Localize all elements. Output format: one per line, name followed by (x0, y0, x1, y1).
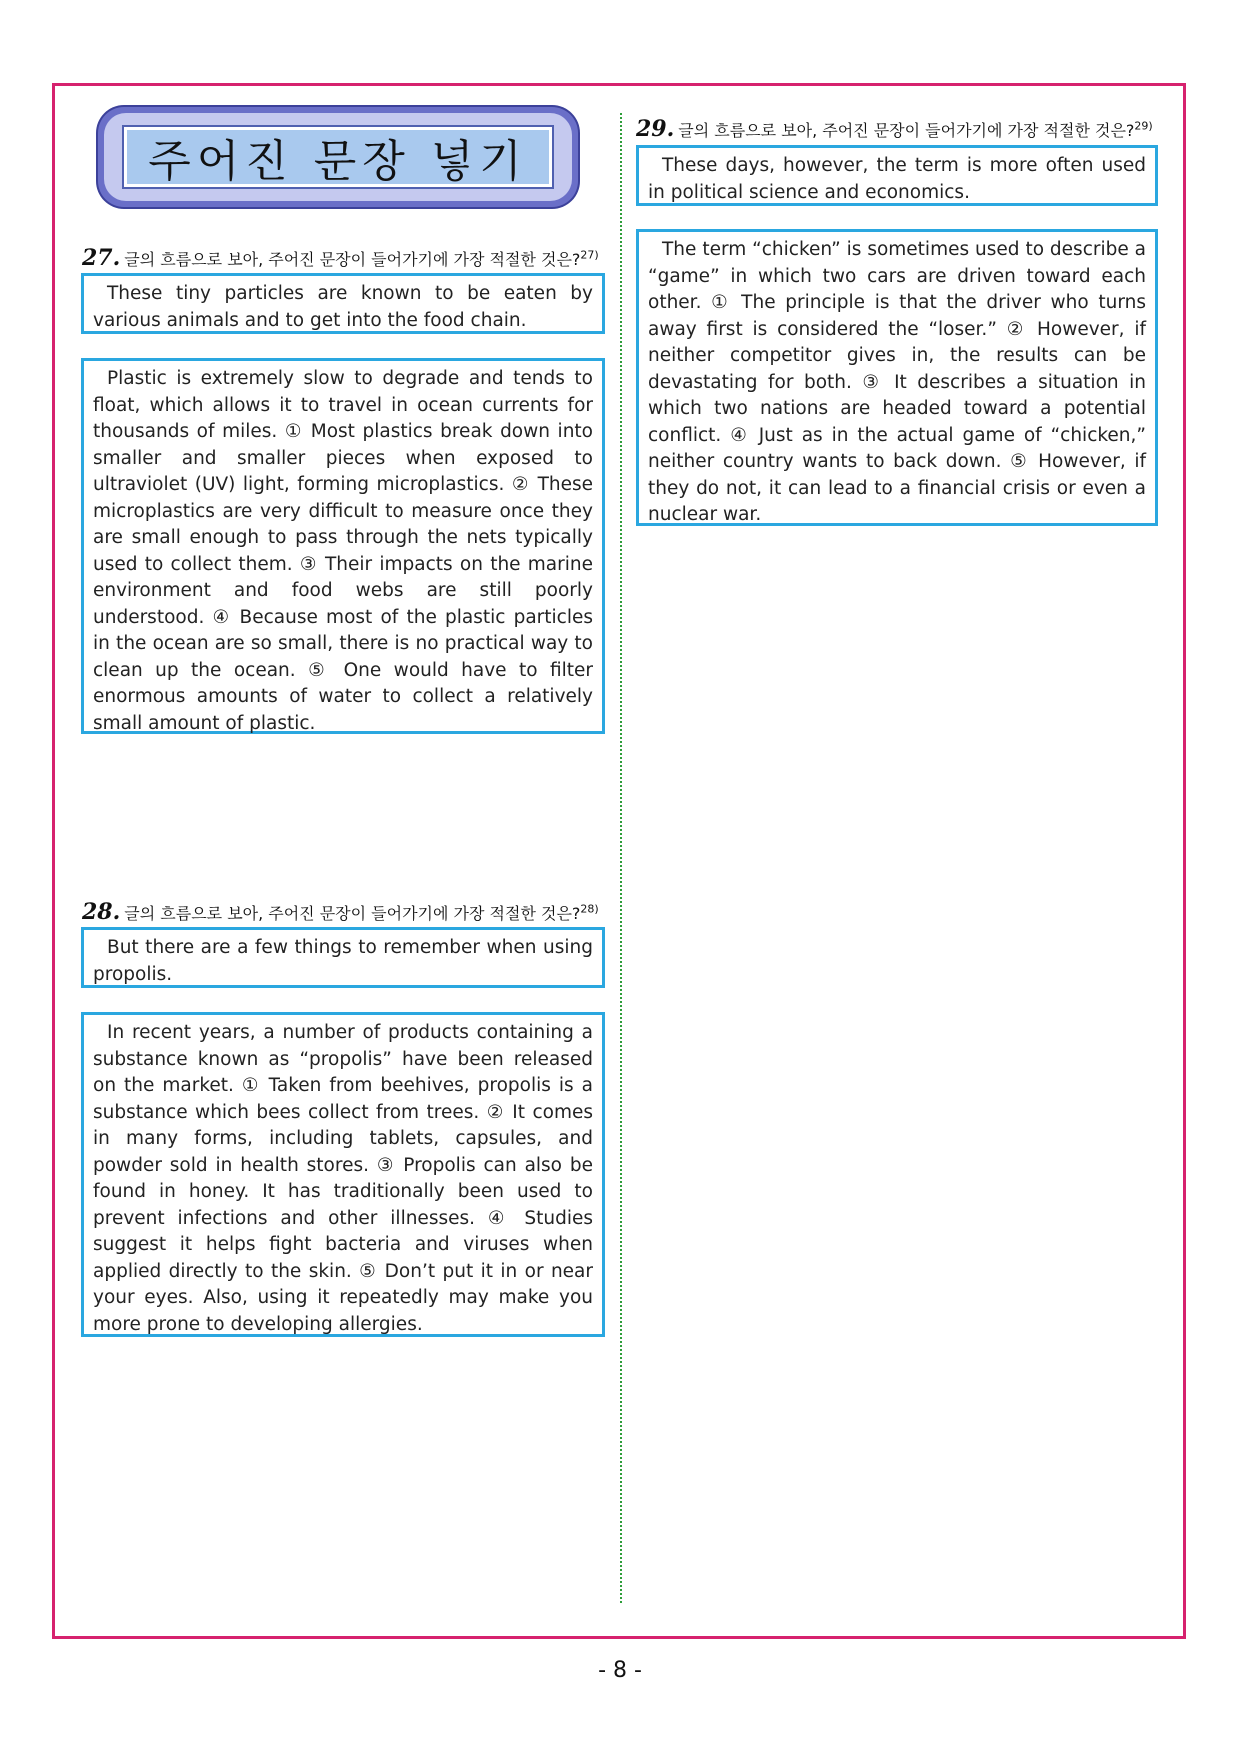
passage-27: Plastic is extremely slow to degrade and tends to float, which allows it to travel in ocean currents for thousands of miles. ① Most plastics break down into smaller and smaller pieces when exposed to ultraviolet (UV) light, forming microplastics. ② These microplastics are very difficult to measure once they are small enough to pass through the nets typically used to collect them. ③ Their impacts on the marine environment and food webs are still poorly understood. ④ Because most of the plastic particles in the ocean are so small, there is no practical way to clean up the ocean. ⑤ One would have to filter enormous amounts of water to collect a relatively small amount of plastic. (81, 358, 605, 734)
passage-29: The term “chicken” is sometimes used to describe a “game” in which two cars are driven toward each other. ① The principle is that the driver who turns away first is considered the “loser.” ② However, if neither competitor gives in, the results can be devastating for both. ③ It describes a situation in which two nations are headed toward a potential conflict. ④ Just as in the actual game of “chicken,” neither country wants to back down. ⑤ However, if they do not, it can lead to a financial crisis or even a nuclear war. (636, 229, 1158, 526)
question-number: 28. (82, 899, 121, 925)
question-27-heading (82, 245, 599, 271)
footnote-marker: 28) (580, 902, 599, 916)
question-29-heading (636, 116, 1153, 142)
given-sentence-28: But there are a few things to remember when using propolis. (81, 927, 605, 988)
footnote-marker: 29) (1134, 119, 1153, 133)
given-sentence-27: These tiny particles are known to be eaten by various animals and to get into the food chain. (81, 273, 605, 334)
question-prompt: 글의 흐름으로 보아, 주어진 문장이 들어가기에 가장 적절한 것은? (124, 904, 581, 923)
given-sentence-29: These days, however, the term is more often used in political science and economics. (636, 145, 1158, 206)
passage-28: In recent years, a number of products containing a substance known as “propolis” have been released on the market. ① Taken from beehives, propolis is a substance which bees collect from trees. ② It comes in many forms, including tablets, capsules, and powder sold in health stores. ③ Propolis can also be found in honey. It has traditionally been used to prevent infections and other illnesses. ④ Studies suggest it helps fight bacteria and viruses when applied directly to the skin. ⑤ Don’t put it in or near your eyes. Also, using it repeatedly may make you more prone to developing allergies. (81, 1012, 605, 1337)
question-number: 27. (82, 245, 121, 271)
footnote-marker: 27) (580, 248, 599, 262)
question-28-heading (82, 899, 599, 925)
section-title: 주어진 문장 넣기 (148, 136, 528, 187)
page-number: - 8 - (598, 1658, 642, 1683)
question-number: 29. (636, 116, 675, 142)
question-prompt: 글의 흐름으로 보아, 주어진 문장이 들어가기에 가장 적절한 것은? (678, 121, 1135, 140)
section-banner (98, 107, 578, 207)
question-prompt: 글의 흐름으로 보아, 주어진 문장이 들어가기에 가장 적절한 것은? (124, 250, 581, 269)
column-divider (620, 113, 622, 1603)
